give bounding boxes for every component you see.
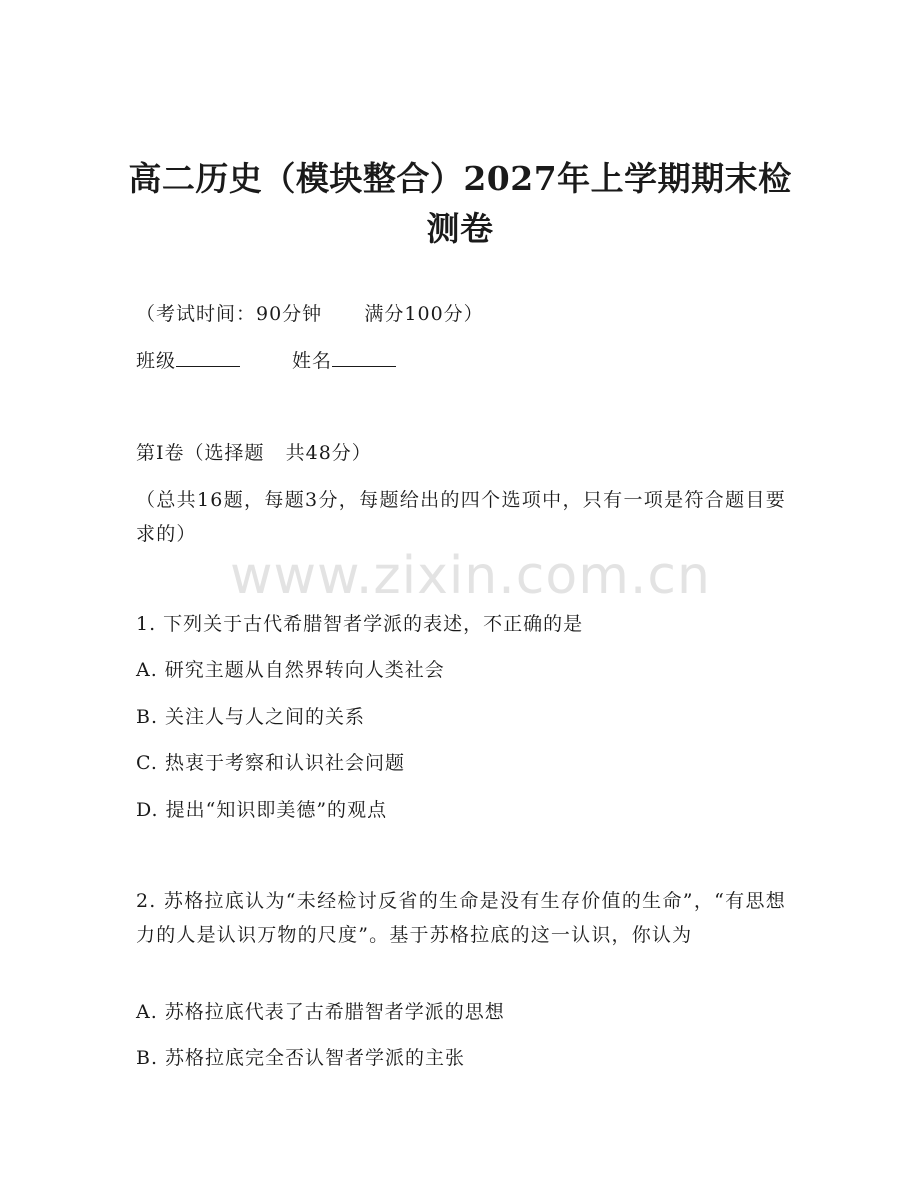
- name-blank[interactable]: [332, 348, 396, 367]
- document-title-line-2: 测卷: [426, 209, 494, 248]
- exam-info: （考试时间：90分钟 满分100分）: [136, 303, 484, 325]
- name-label: 姓名: [292, 350, 333, 372]
- question-1-option-c: C. 热衷于考察和认识社会问题: [136, 752, 405, 774]
- question-2-stem: 2. 苏格拉底认为“未经检讨反省的生命是没有生存价值的生命”，“有思想力的人是认识万物的尺度”。基于苏格拉底的这一认识，你认为: [136, 890, 786, 946]
- section-instructions: （总共16题，每题3分，每题给出的四个选项中，只有一项是符合题目要求的）: [136, 489, 786, 545]
- question-2-option-a: A. 苏格拉底代表了古希腊智者学派的思想: [136, 1001, 505, 1023]
- watermark-text: www.zixin.com.cn: [230, 546, 711, 606]
- class-blank[interactable]: [176, 348, 240, 367]
- question-1-option-d: D. 提出“知识即美德”的观点: [136, 799, 388, 821]
- question-2-option-b: B. 苏格拉底完全否认智者学派的主张: [136, 1047, 466, 1069]
- question-1-option-a: A. 研究主题从自然界转向人类社会: [136, 659, 445, 681]
- question-1-option-b: B. 关注人与人之间的关系: [136, 706, 366, 728]
- student-info-row: [136, 348, 396, 374]
- question-1-stem: 1. 下列关于古代希腊智者学派的表述，不正确的是: [136, 613, 584, 635]
- document-title-line-1: 高二历史（模块整合）2027年上学期期末检: [128, 159, 792, 198]
- class-label: 班级: [136, 350, 177, 372]
- section-heading: 第Ⅰ卷（选择题 共48分）: [136, 442, 372, 464]
